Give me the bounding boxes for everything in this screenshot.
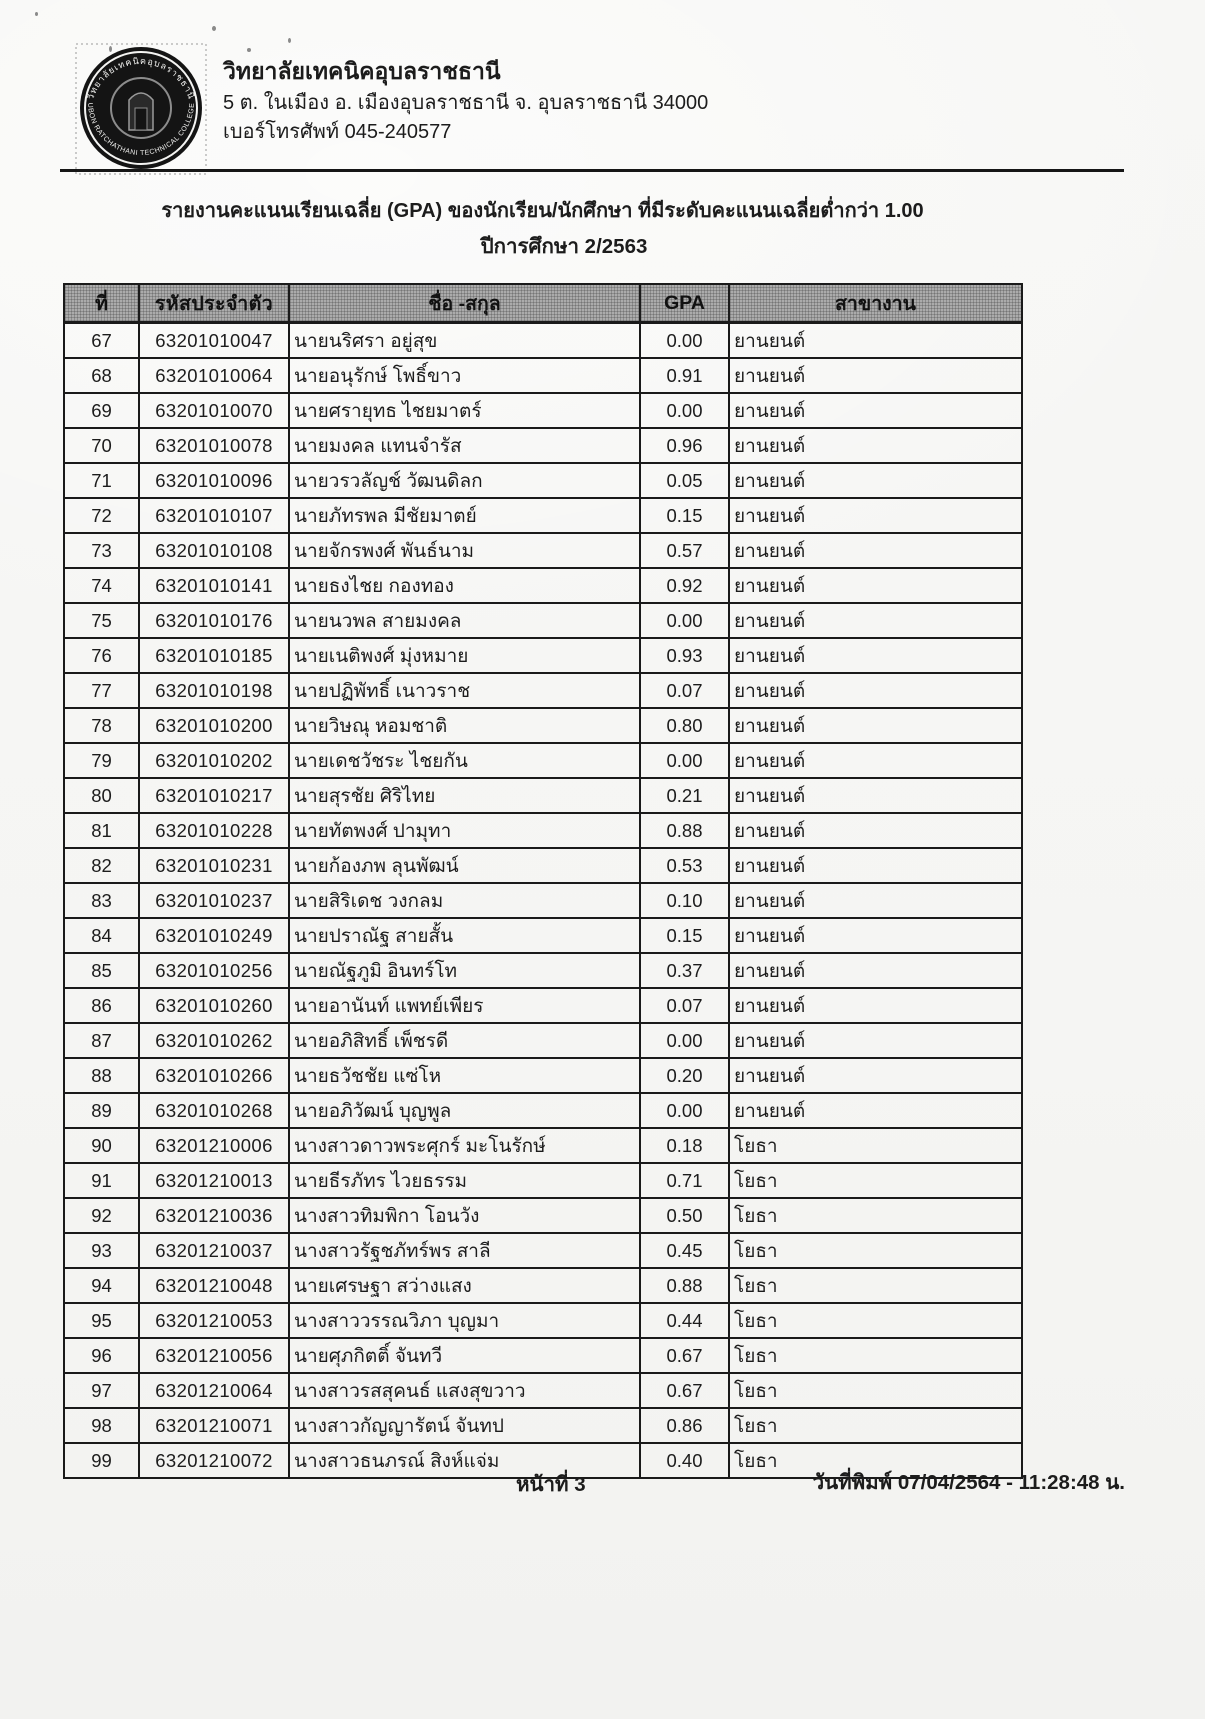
row-student-name: นายธวัชชัย แซ่โห [289, 1058, 640, 1093]
table-row [64, 673, 1022, 708]
row-gpa: 0.15 [640, 498, 729, 533]
row-no: 85 [64, 953, 139, 988]
row-gpa: 0.80 [640, 708, 729, 743]
row-student-name: นายสุรชัย ศิริไทย [289, 778, 640, 813]
table-row [64, 1303, 1022, 1338]
row-branch: ยานยนต์ [729, 1023, 1022, 1058]
row-branch: โยธา [729, 1338, 1022, 1373]
report-title: รายงานคะแนนเรียนเฉลี่ย (GPA) ของนักเรียน/นักศึกษา ที่มีระดับคะแนนเฉลี่ยต่ำกว่า 1.00 [161, 200, 924, 222]
row-gpa: 0.53 [640, 848, 729, 883]
row-student-id: 63201010262 [139, 1023, 289, 1058]
row-student-id: 63201010202 [139, 743, 289, 778]
row-branch: ยานยนต์ [729, 778, 1022, 813]
row-gpa: 0.10 [640, 883, 729, 918]
row-branch: ยานยนต์ [729, 323, 1022, 359]
row-branch: ยานยนต์ [729, 743, 1022, 778]
row-student-id: 63201010141 [139, 568, 289, 603]
row-student-name: นายนริศรา อยู่สุข [289, 323, 640, 359]
row-gpa: 0.91 [640, 358, 729, 393]
table-row [64, 1163, 1022, 1198]
row-branch: ยานยนต์ [729, 988, 1022, 1023]
table-row [64, 883, 1022, 918]
row-gpa: 0.92 [640, 568, 729, 603]
column-header-gpa: GPA [640, 284, 729, 323]
row-branch: ยานยนต์ [729, 393, 1022, 428]
college-seal-logo [74, 42, 208, 176]
row-gpa: 0.50 [640, 1198, 729, 1233]
table-row [64, 1023, 1022, 1058]
row-student-name: นายมงคล แทนจำรัส [289, 428, 640, 463]
row-student-id: 63201210072 [139, 1443, 289, 1478]
row-gpa: 0.67 [640, 1338, 729, 1373]
row-student-name: นายธงไชย กองทอง [289, 568, 640, 603]
college-name: วิทยาลัยเทคนิคอุบลราชธานี [223, 58, 501, 84]
row-branch: โยธา [729, 1408, 1022, 1443]
row-student-id: 63201210053 [139, 1303, 289, 1338]
row-student-id: 63201210064 [139, 1373, 289, 1408]
row-student-id: 63201010096 [139, 463, 289, 498]
gpa-report-table [63, 283, 1023, 1479]
row-gpa: 0.88 [640, 813, 729, 848]
row-student-id: 63201010266 [139, 1058, 289, 1093]
row-branch: ยานยนต์ [729, 533, 1022, 568]
row-branch: โยธา [729, 1198, 1022, 1233]
row-student-id: 63201010231 [139, 848, 289, 883]
scan-speck [212, 26, 216, 31]
table-row [64, 1338, 1022, 1373]
row-no: 78 [64, 708, 139, 743]
table-row [64, 848, 1022, 883]
row-student-id: 63201210071 [139, 1408, 289, 1443]
scan-speck [247, 48, 251, 52]
row-student-id: 63201010078 [139, 428, 289, 463]
row-no: 83 [64, 883, 139, 918]
table-row [64, 358, 1022, 393]
row-no: 86 [64, 988, 139, 1023]
row-branch: ยานยนต์ [729, 638, 1022, 673]
table-row [64, 1408, 1022, 1443]
column-header-student-id: รหัสประจำตัว [139, 284, 289, 323]
row-gpa: 0.07 [640, 673, 729, 708]
row-branch: ยานยนต์ [729, 918, 1022, 953]
row-no: 69 [64, 393, 139, 428]
row-gpa: 0.57 [640, 533, 729, 568]
row-student-id: 63201210048 [139, 1268, 289, 1303]
table-row [64, 393, 1022, 428]
row-gpa: 0.18 [640, 1128, 729, 1163]
table-row [64, 1373, 1022, 1408]
row-student-id: 63201010200 [139, 708, 289, 743]
row-gpa: 0.67 [640, 1373, 729, 1408]
row-no: 84 [64, 918, 139, 953]
table-row [64, 988, 1022, 1023]
row-student-id: 63201010228 [139, 813, 289, 848]
row-no: 88 [64, 1058, 139, 1093]
row-student-name: นายเนติพงศ์ มุ่งหมาย [289, 638, 640, 673]
row-student-name: นางสาววรรณวิภา บุญมา [289, 1303, 640, 1338]
row-student-name: นายอานันท์ แพทย์เพียร [289, 988, 640, 1023]
table-row [64, 533, 1022, 568]
row-student-id: 63201210006 [139, 1128, 289, 1163]
row-student-name: นายศุภกิตติ์ จันทวี [289, 1338, 640, 1373]
table-row [64, 428, 1022, 463]
table-row [64, 498, 1022, 533]
row-branch: โยธา [729, 1268, 1022, 1303]
table-row [64, 603, 1022, 638]
row-branch: ยานยนต์ [729, 428, 1022, 463]
row-student-name: นายวิษณุ หอมชาติ [289, 708, 640, 743]
row-gpa: 0.00 [640, 393, 729, 428]
row-gpa: 0.96 [640, 428, 729, 463]
row-branch: ยานยนต์ [729, 883, 1022, 918]
row-no: 99 [64, 1443, 139, 1478]
row-gpa: 0.00 [640, 1093, 729, 1128]
row-branch: ยานยนต์ [729, 463, 1022, 498]
row-no: 81 [64, 813, 139, 848]
header-divider-line [60, 169, 1124, 172]
row-branch: โยธา [729, 1303, 1022, 1338]
row-gpa: 0.00 [640, 1023, 729, 1058]
table-row [64, 1233, 1022, 1268]
row-branch: โยธา [729, 1233, 1022, 1268]
scan-speck [288, 38, 291, 43]
row-branch: ยานยนต์ [729, 568, 1022, 603]
row-branch: ยานยนต์ [729, 673, 1022, 708]
row-gpa: 0.21 [640, 778, 729, 813]
table-row [64, 1268, 1022, 1303]
row-no: 70 [64, 428, 139, 463]
row-no: 87 [64, 1023, 139, 1058]
row-no: 77 [64, 673, 139, 708]
row-gpa: 0.44 [640, 1303, 729, 1338]
table-row [64, 638, 1022, 673]
academic-term-subtitle: ปีการศึกษา 2/2563 [480, 235, 648, 258]
row-no: 92 [64, 1198, 139, 1233]
table-row [64, 743, 1022, 778]
row-branch: ยานยนต์ [729, 953, 1022, 988]
svg-text:วิทยาลัยเทคนิคอุบลราชธานี: วิทยาลัยเทคนิคอุบลราชธานี [85, 55, 197, 101]
row-student-id: 63201010237 [139, 883, 289, 918]
row-gpa: 0.07 [640, 988, 729, 1023]
column-header-name: ชื่อ -สกุล [289, 284, 640, 323]
row-no: 91 [64, 1163, 139, 1198]
row-gpa: 0.20 [640, 1058, 729, 1093]
row-gpa: 0.40 [640, 1443, 729, 1478]
table-row [64, 1058, 1022, 1093]
row-student-name: นายวรวลัญช์ วัฒนดิลก [289, 463, 640, 498]
row-no: 97 [64, 1373, 139, 1408]
row-student-name: นายเดชวัชระ ไชยกัน [289, 743, 640, 778]
row-student-name: นายสิริเดช วงกลม [289, 883, 640, 918]
row-no: 72 [64, 498, 139, 533]
row-no: 75 [64, 603, 139, 638]
row-gpa: 0.00 [640, 603, 729, 638]
table-header [64, 284, 1022, 323]
row-student-name: นายปราณัฐ สายสั้น [289, 918, 640, 953]
document-header [223, 60, 708, 142]
row-student-name: นายก้องภพ ลุนพัฒน์ [289, 848, 640, 883]
row-student-id: 63201010198 [139, 673, 289, 708]
row-student-name: นายทัตพงศ์ ปามุทา [289, 813, 640, 848]
row-gpa: 0.00 [640, 323, 729, 359]
row-branch: ยานยนต์ [729, 813, 1022, 848]
scan-speck [35, 12, 38, 16]
row-student-id: 63201010176 [139, 603, 289, 638]
row-student-name: นางสาวทิมพิกา โอนวัง [289, 1198, 640, 1233]
row-student-name: นายศรายุทธ ไชยมาตร์ [289, 393, 640, 428]
row-no: 79 [64, 743, 139, 778]
college-phone: เบอร์โทรศัพท์ 045-240577 [223, 121, 452, 143]
row-no: 67 [64, 323, 139, 359]
row-no: 82 [64, 848, 139, 883]
row-student-id: 63201010070 [139, 393, 289, 428]
row-gpa: 0.05 [640, 463, 729, 498]
column-header-no: ที่ [64, 284, 139, 323]
row-student-name: นายอภิสิทธิ์ เพ็ชรดี [289, 1023, 640, 1058]
row-gpa: 0.15 [640, 918, 729, 953]
row-student-id: 63201010256 [139, 953, 289, 988]
row-student-name: นายอภิวัฒน์ บุญพูล [289, 1093, 640, 1128]
college-address: 5 ต. ในเมือง อ. เมืองอุบลราชธานี จ. อุบลราชธานี 34000 [223, 92, 709, 114]
row-gpa: 0.88 [640, 1268, 729, 1303]
row-student-name: นางสาวรสสุคนธ์ แสงสุขวาว [289, 1373, 640, 1408]
row-student-id: 63201010260 [139, 988, 289, 1023]
row-gpa: 0.37 [640, 953, 729, 988]
gpa-table-body [64, 323, 1022, 1479]
row-student-name: นายอนุรักษ์ โพธิ์ขาว [289, 358, 640, 393]
row-no: 93 [64, 1233, 139, 1268]
row-student-id: 63201010217 [139, 778, 289, 813]
table-row [64, 708, 1022, 743]
row-student-id: 63201010107 [139, 498, 289, 533]
row-student-name: นายปฏิพัทธิ์ เนาวราช [289, 673, 640, 708]
row-branch: ยานยนต์ [729, 603, 1022, 638]
row-no: 95 [64, 1303, 139, 1338]
row-student-id: 63201010064 [139, 358, 289, 393]
row-branch: ยานยนต์ [729, 1058, 1022, 1093]
row-gpa: 0.93 [640, 638, 729, 673]
row-student-id: 63201010108 [139, 533, 289, 568]
row-no: 71 [64, 463, 139, 498]
page-number-label: หน้าที่ 3 [516, 1473, 586, 1496]
row-branch: ยานยนต์ [729, 498, 1022, 533]
row-student-id: 63201210013 [139, 1163, 289, 1198]
table-row [64, 1093, 1022, 1128]
row-gpa: 0.00 [640, 743, 729, 778]
row-branch: โยธา [729, 1163, 1022, 1198]
table-row [64, 778, 1022, 813]
row-student-name: นายนวพล สายมงคล [289, 603, 640, 638]
row-gpa: 0.71 [640, 1163, 729, 1198]
row-student-name: นายเศรษฐา สว่างแสง [289, 1268, 640, 1303]
row-branch: ยานยนต์ [729, 358, 1022, 393]
column-header-branch: สาขางาน [729, 284, 1022, 323]
row-branch: ยานยนต์ [729, 708, 1022, 743]
row-student-name: นายจักรพงศ์ พันธ์นาม [289, 533, 640, 568]
row-student-name: นางสาวกัญญารัตน์ จันทป [289, 1408, 640, 1443]
table-row [64, 323, 1022, 359]
college-seal-icon [74, 42, 208, 176]
row-student-name: นางสาวธนภรณ์ สิงห์แจ่ม [289, 1443, 640, 1478]
table-row [64, 1198, 1022, 1233]
row-branch: โยธา [729, 1373, 1022, 1408]
table-row [64, 813, 1022, 848]
row-no: 94 [64, 1268, 139, 1303]
table-row [64, 568, 1022, 603]
table-row [64, 918, 1022, 953]
row-no: 76 [64, 638, 139, 673]
table-row [64, 1128, 1022, 1163]
row-gpa: 0.45 [640, 1233, 729, 1268]
row-student-id: 63201210037 [139, 1233, 289, 1268]
table-header-row [64, 284, 1022, 323]
row-no: 73 [64, 533, 139, 568]
row-branch: ยานยนต์ [729, 1093, 1022, 1128]
row-no: 74 [64, 568, 139, 603]
row-student-name: นางสาวดาวพระศุกร์ มะโนรักษ์ [289, 1128, 640, 1163]
row-student-name: นายธีรภัทร ไวยธรรม [289, 1163, 640, 1198]
row-no: 89 [64, 1093, 139, 1128]
row-student-id: 63201010047 [139, 323, 289, 359]
row-gpa: 0.86 [640, 1408, 729, 1443]
row-student-id: 63201010185 [139, 638, 289, 673]
row-branch: ยานยนต์ [729, 848, 1022, 883]
row-no: 96 [64, 1338, 139, 1373]
row-no: 98 [64, 1408, 139, 1443]
table-row [64, 953, 1022, 988]
row-student-id: 63201210056 [139, 1338, 289, 1373]
row-student-name: นายณัฐภูมิ อินทร์โท [289, 953, 640, 988]
print-date-label: วันที่พิมพ์ 07/04/2564 - 11:28:48 น. [812, 1471, 1125, 1494]
row-student-id: 63201210036 [139, 1198, 289, 1233]
row-branch: โยธา [729, 1128, 1022, 1163]
svg-text:UBON RATCHATHANI TECHNICAL COL: UBON RATCHATHANI TECHNICAL COLLEGE [85, 102, 197, 158]
row-branch: โยธา [729, 1443, 1022, 1478]
row-student-name: นางสาวรัฐชภัทร์พร สาลี [289, 1233, 640, 1268]
table-row [64, 463, 1022, 498]
row-student-name: นายภัทรพล มีชัยมาตย์ [289, 498, 640, 533]
row-no: 90 [64, 1128, 139, 1163]
row-no: 80 [64, 778, 139, 813]
row-no: 68 [64, 358, 139, 393]
row-student-id: 63201010268 [139, 1093, 289, 1128]
row-student-id: 63201010249 [139, 918, 289, 953]
